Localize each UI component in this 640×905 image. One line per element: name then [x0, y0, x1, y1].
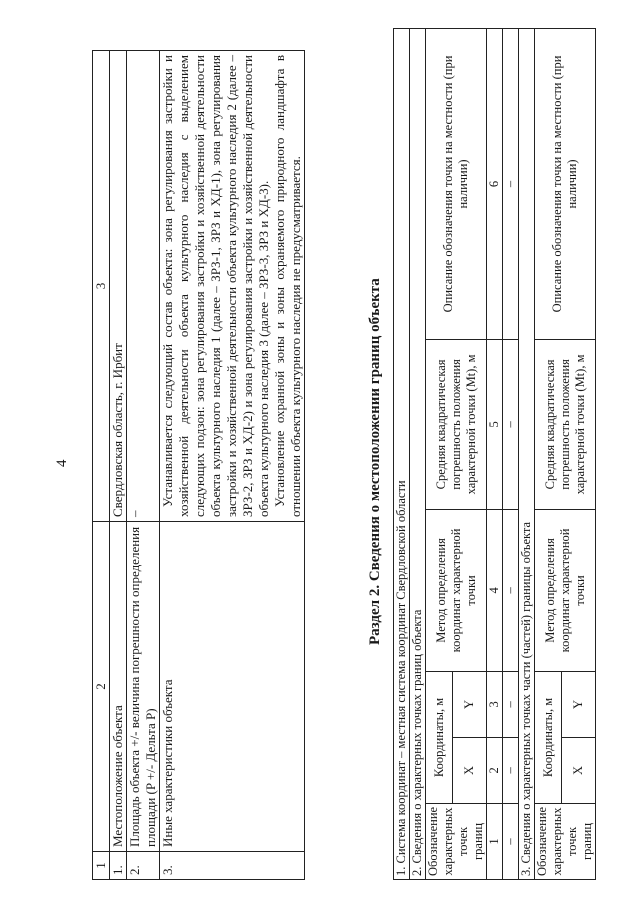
row-number: 2.: [127, 852, 160, 880]
column-number: 4: [487, 509, 503, 671]
header-method: Метод определения координат характерной точки: [535, 509, 596, 671]
empty-cell: –: [503, 29, 519, 340]
table-header-row: [93, 51, 110, 880]
header-cell: 1: [93, 852, 110, 880]
column-number: 1: [487, 803, 503, 879]
boundary-points-table: [393, 28, 596, 880]
table-header-row: [535, 29, 562, 880]
header-precision: Средняя квадратическая погрешность положения характерной точки (Mt), м: [426, 339, 487, 509]
header-y: Y: [562, 671, 596, 737]
row-number: 3.: [160, 852, 305, 880]
empty-cell: –: [503, 671, 519, 737]
header-designation: Обозначение характерных точек границ: [426, 803, 487, 879]
row-value: Свердловская область, г. Ирбит: [110, 51, 127, 522]
row-value: [160, 51, 305, 522]
header-y: Y: [453, 671, 487, 737]
header-method: Метод определения координат характерной точки: [426, 509, 487, 671]
header-x: X: [453, 737, 487, 803]
column-number: 5: [487, 339, 503, 509]
header-coords: Координаты, м: [426, 671, 453, 803]
row-value: –: [127, 51, 160, 522]
row-name: Местоположение объекта: [110, 522, 127, 852]
value-paragraph: Устанавливается следующий состав объекта: зона регулирования застройки и хозяйственной деятельности объекта культурного наследия с выделением следующих подзон: зона регулирования застройки и хозяйственной деятельности объекта культурного наследия 1 (далее – ЗРЗ-1, ЗРЗ и ХД-1), зона регулирования застройки и хозяйственной деятельности объекта культурного наследия 2 (далее – ЗРЗ-2, ЗРЗ и ХД-2) и зона регулирования застройки и хозяйственной деятельности объекта культурного наследия 3 (далее – ЗРЗ-3, ЗРЗ и ХД-3).: [160, 55, 271, 517]
header-precision: Средняя квадратическая погрешность положения характерной точки (Mt), м: [535, 339, 596, 509]
table-row: [503, 29, 519, 880]
table-row: [160, 51, 305, 880]
row-name: Площадь объекта +/- величина погрешности определения площади (P +/- Дельта P): [127, 522, 160, 852]
coord-system-caption: 1. Система координат – местная система координат Свердловской области: [394, 29, 410, 880]
header-designation: Обозначение характерных точек границ: [535, 803, 596, 879]
header-description: Описание обозначения точки на местности (при наличии): [535, 29, 596, 340]
row-name: Иные характеристики объекта: [160, 522, 305, 852]
column-number: 3: [487, 671, 503, 737]
section-title: Раздел 2. Сведения о местоположении границ объекта: [367, 278, 383, 645]
header-x: X: [562, 737, 596, 803]
column-number: 2: [487, 737, 503, 803]
column-number-row: [487, 29, 503, 880]
empty-cell: –: [503, 803, 519, 879]
header-description: Описание обозначения точки на местности (при наличии): [426, 29, 487, 340]
table-row: [127, 51, 160, 880]
column-number: 6: [487, 29, 503, 340]
value-paragraph: Установление охранной зоны и зоны охраняемого природного ландшафта в отношении объекта культурного наследия не предусматривается.: [272, 55, 303, 517]
table-header-row: [426, 29, 453, 880]
empty-cell: –: [503, 339, 519, 509]
page-number: 4: [54, 459, 70, 467]
subsection-title: 2. Сведения о характерных точках границ объекта: [410, 29, 426, 880]
row-number: 1.: [110, 852, 127, 880]
empty-cell: –: [503, 509, 519, 671]
subsection-title: 3. Сведения о характерных точках части (частей) границы объекта: [519, 29, 535, 880]
object-characteristics-table: [92, 50, 305, 880]
header-cell: 2: [93, 522, 110, 852]
empty-cell: –: [503, 737, 519, 803]
header-cell: 3: [93, 51, 110, 522]
header-coords: Координаты, м: [535, 671, 562, 803]
table-row: [110, 51, 127, 880]
